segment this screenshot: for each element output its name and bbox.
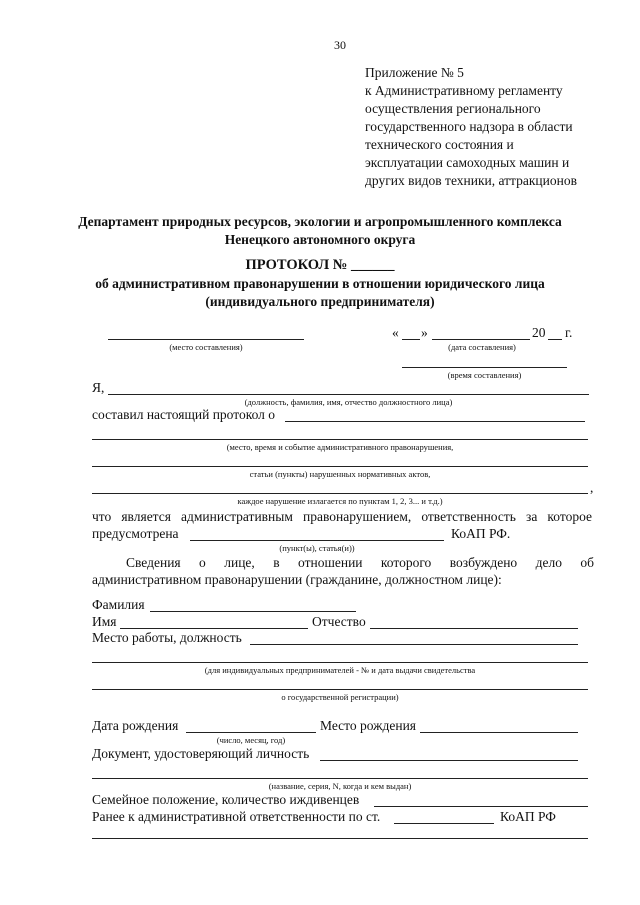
koap-label: КоАП РФ. xyxy=(451,526,511,541)
family-label: Семейное положение, количество иждивенцев xyxy=(92,792,360,807)
responsibility-text: что является административным правонарушением, ответственность за которое xyxy=(92,509,592,524)
birthdate-label: Дата рождения xyxy=(92,718,179,733)
info-line: Сведения о лице, в отношении которого возбуждено дело об xyxy=(126,555,594,570)
ip-caption: (для индивидуальных предпринимателей - № и дата выдачи свидетельства xyxy=(204,665,476,675)
info-line-2: административном правонарушении (гражданине, должностном лице): xyxy=(92,572,502,587)
official-field[interactable] xyxy=(108,394,589,395)
appendix-line: эксплуатации самоходных машин и xyxy=(365,155,570,170)
ip-field[interactable] xyxy=(92,662,588,663)
event-caption: (место, время и событие административного правонарушения, xyxy=(226,442,454,452)
appendix-line: осуществления регионального xyxy=(365,101,541,116)
surname-label: Фамилия xyxy=(92,597,145,612)
protocol-title: ПРОТОКОЛ № ______ xyxy=(245,257,395,273)
registration-field[interactable] xyxy=(92,689,588,690)
year-prefix: 20 xyxy=(532,325,546,340)
birthdate-field[interactable] xyxy=(186,732,316,733)
family-field[interactable] xyxy=(374,806,588,807)
day-field[interactable] xyxy=(402,339,420,340)
articles-field[interactable] xyxy=(92,466,588,467)
patronymic-field[interactable] xyxy=(370,628,578,629)
month-field[interactable] xyxy=(432,339,530,340)
page-number: 30 xyxy=(334,38,346,52)
i-label: Я, xyxy=(92,380,105,395)
previous-details-field[interactable] xyxy=(92,838,588,839)
appendix-title: Приложение № 5 xyxy=(365,65,464,80)
protocol-subtitle-2: (индивидуального предпринимателя) xyxy=(205,294,435,309)
place-field[interactable] xyxy=(108,339,304,340)
appendix-line: к Административному регламенту xyxy=(365,83,563,98)
work-label: Место работы, должность xyxy=(92,630,242,645)
work-field[interactable] xyxy=(250,644,578,645)
date-open-quote: « xyxy=(392,325,399,340)
provided-label: предусмотрена xyxy=(92,526,179,541)
document-field[interactable] xyxy=(320,760,578,761)
department-region: Ненецкого автономного округа xyxy=(224,232,416,247)
official-caption: (должность, фамилия, имя, отчество должностного лица) xyxy=(244,397,453,407)
document-details-field[interactable] xyxy=(92,778,588,779)
time-caption: (время составления) xyxy=(447,370,522,380)
appendix-line: других видов техники, аттракционов xyxy=(365,173,577,188)
surname-field[interactable] xyxy=(150,611,356,612)
date-caption: (дата составления) xyxy=(448,342,516,352)
year-field[interactable] xyxy=(548,339,562,340)
registration-caption: о государственной регистрации) xyxy=(281,692,399,702)
birthplace-label: Место рождения xyxy=(320,718,417,733)
birthdate-caption: (число, месяц, год) xyxy=(216,735,286,745)
document-caption: (название, серия, N, когда и кем выдан) xyxy=(268,781,412,791)
document-label: Документ, удостоверяющий личность xyxy=(92,746,310,761)
violations-field[interactable] xyxy=(92,493,588,494)
time-field[interactable] xyxy=(402,367,567,368)
points-field[interactable] xyxy=(190,540,444,541)
previous-label: Ранее к административной ответственности по ст. xyxy=(92,809,381,824)
violation-caption: каждое нарушение излагается по пунктам 1, 2, 3... и т.д.) xyxy=(237,496,443,506)
articles-caption: статьи (пункты) нарушенных нормативных актов, xyxy=(249,469,431,479)
birthplace-field[interactable] xyxy=(420,732,578,733)
previous-article-field[interactable] xyxy=(394,823,494,824)
event-field[interactable] xyxy=(92,439,588,440)
department-name: Департамент природных ресурсов, экологии и агропромышленного комплекса xyxy=(78,214,562,229)
comma: , xyxy=(590,480,594,495)
name-label: Имя xyxy=(92,614,117,629)
appendix-line: технического состояния и xyxy=(365,137,514,152)
patronymic-label: Отчество xyxy=(312,614,366,629)
points-caption: (пункт(ы), статья(и)) xyxy=(279,543,355,553)
date-close-quote: » xyxy=(421,325,428,340)
protocol-subtitle: об административном правонарушении в отношении юридического лица xyxy=(95,276,545,291)
koap-label-2: КоАП РФ xyxy=(500,809,556,824)
year-suffix: г. xyxy=(565,325,573,340)
violation-type-field[interactable] xyxy=(285,421,585,422)
composed-label: составил настоящий протокол о xyxy=(92,407,276,422)
name-field[interactable] xyxy=(120,628,308,629)
appendix-line: государственного надзора в области xyxy=(365,119,573,134)
place-caption: (место составления) xyxy=(169,342,243,352)
